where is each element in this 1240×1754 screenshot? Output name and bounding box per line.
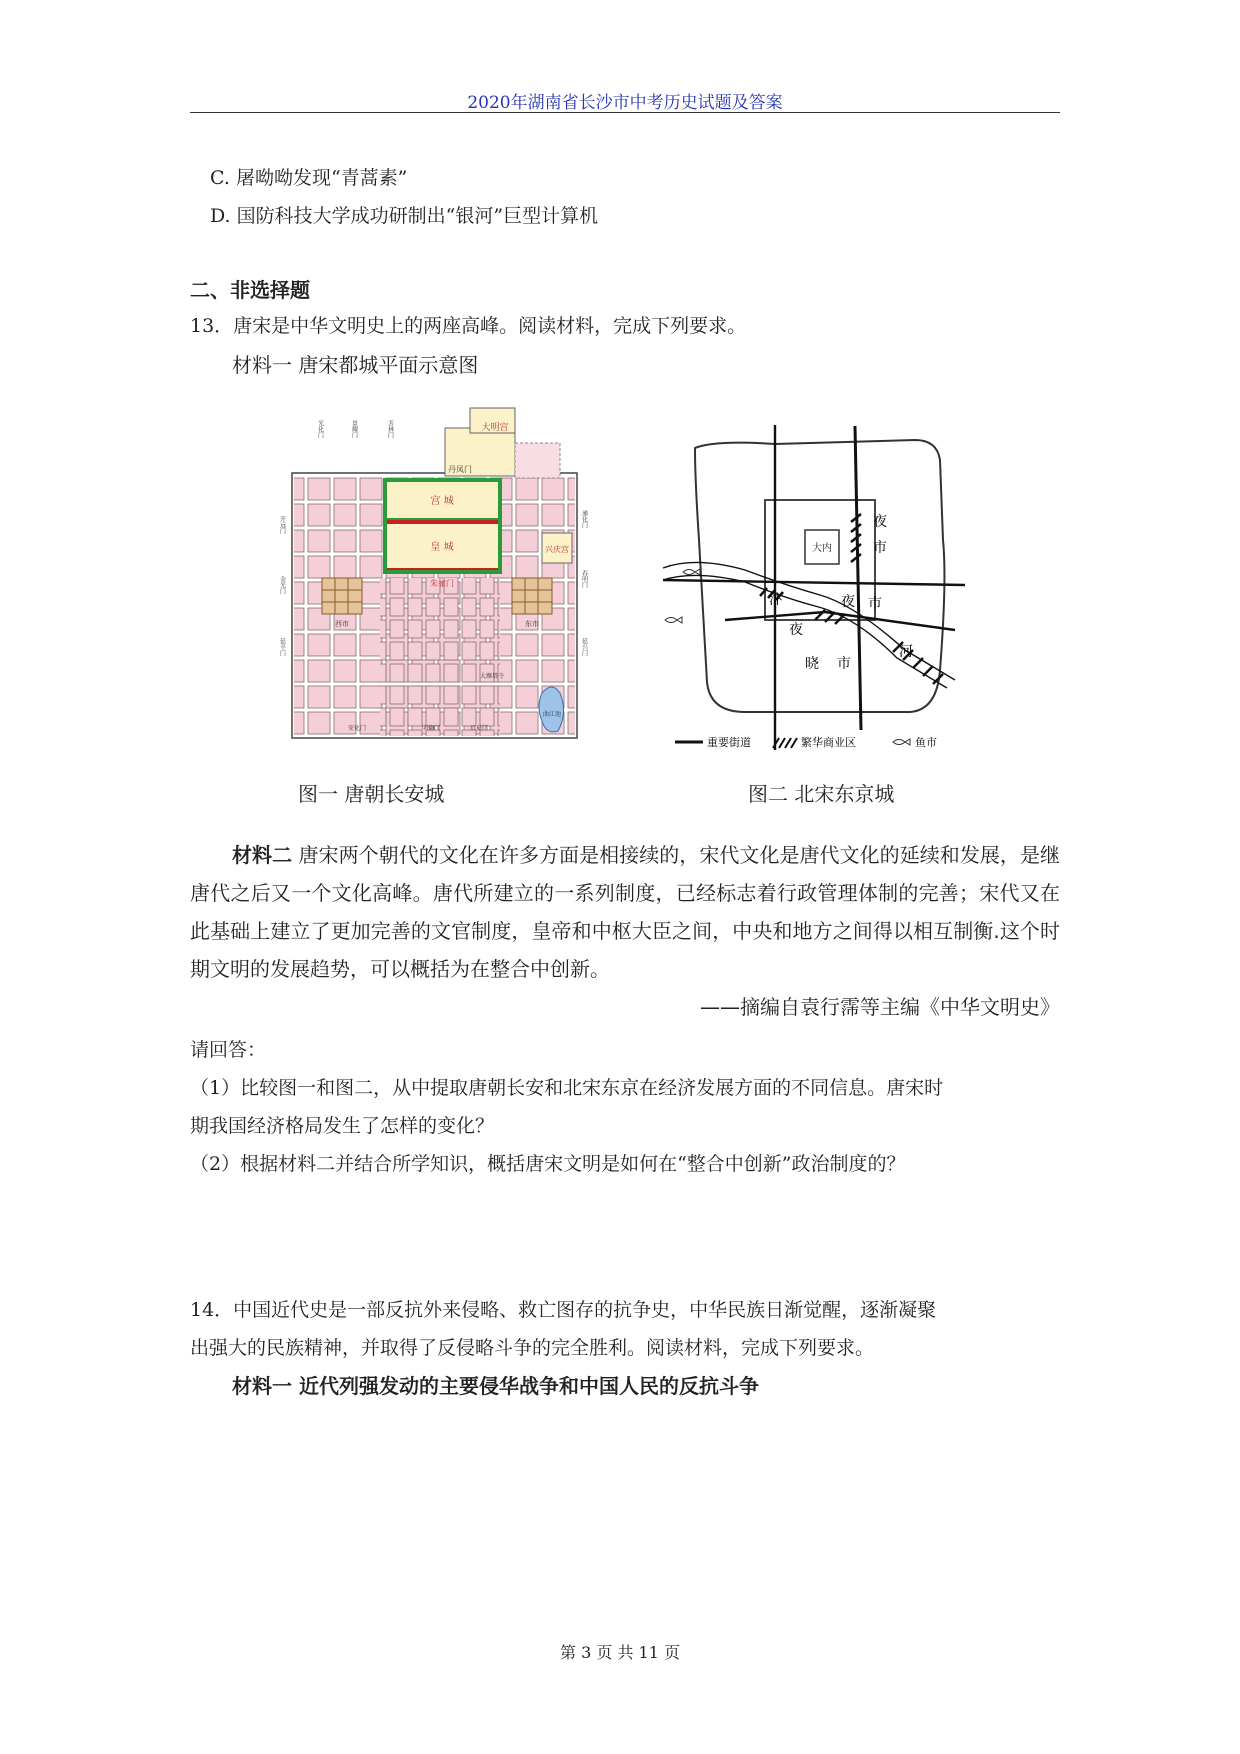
label-he: 河 [899, 644, 913, 660]
label-danfengmen: 丹凤门 [448, 465, 472, 474]
document-header: 2020年湖南省长沙市中考历史试题及答案 [467, 93, 783, 113]
option-d: D. 国防科技大学成功研制出“银河”巨型计算机 [210, 205, 599, 227]
page-number: 第 3 页 共 11 页 [560, 1643, 680, 1662]
q13-sub1-line1: （1）比较图一和图二，从中提取唐朝长安和北宋东京在经济发展方面的不同信息。唐宋时 [190, 1077, 944, 1099]
material2-lead: 材料二 [232, 843, 293, 867]
material2-source: ——摘编自袁行霈等主编《中华文明史》 [700, 995, 1060, 1019]
label-yanpingmen: 延平门 [278, 638, 286, 656]
label-huangcheng: 皇 城 [430, 542, 454, 553]
section-title: 二、非选择题 [190, 278, 310, 302]
q13-material1-title: 材料一 唐宋都城平面示意图 [232, 353, 479, 377]
label-yanxingmen: 延兴门 [580, 638, 588, 656]
label-xiao: 晓 [805, 656, 819, 672]
label-anhuamen: 安化门 [348, 725, 367, 732]
label-jingyaomen: 景耀门 [350, 420, 358, 438]
label-dayansi: 大雁塔寺 [480, 673, 505, 680]
q13-prompt: 请回答： [190, 1039, 267, 1061]
label-ye-3: 夜 [789, 622, 803, 638]
label-shi-1: 市 [873, 540, 887, 556]
q14-stem-line2: 出强大的民族精神，并取得了反侵略斗争的完全胜利。阅读材料，完成下列要求。 [190, 1337, 875, 1359]
label-dongshi: 东市 [525, 620, 539, 628]
label-zhuquemen: 朱雀门 [430, 579, 454, 588]
map2-caption: 图二 北宋东京城 [748, 782, 895, 806]
material2-body: 唐宋两个朝代的文化在许多方面是相接续的，宋代文化是唐代文化的延续和发展，是继唐代之后又一个文化高峰。唐代所建立的一系列制度，已经标志着行政管理体制的完善；宋代又在此基础上建立了更加完善的文官制度，皇帝和中枢大臣之间，中央和地方之间得以相互制衡.这个时期文明的发展趋势，可以概括为在整合中创新。 [190, 843, 1061, 981]
label-jinguangmen: 金光门 [278, 576, 286, 594]
label-ye-1: 夜 [873, 514, 887, 530]
legend-commerce: 繁华商业区 [801, 736, 856, 749]
map-tang-changan [280, 398, 600, 753]
legend-street: 重要街道 [707, 736, 751, 749]
label-xishi: 西市 [335, 620, 349, 628]
label-qujiang: 曲江池 [542, 711, 562, 718]
label-kaiyuanmen: 开远门 [278, 516, 286, 534]
option-c: C. 屠呦呦发现“青蒿素” [210, 167, 408, 189]
q13-sub2: （2）根据材料二并结合所学知识，概括唐宋文明是如何在“整合中创新”政治制度的？ [190, 1153, 906, 1175]
label-ye-2: 夜 [841, 594, 855, 610]
label-shi-2: 市 [868, 596, 882, 612]
material2-paragraph [190, 836, 1060, 988]
label-guanghuamen: 光化门 [316, 420, 324, 438]
label-shi-3: 市 [837, 656, 851, 672]
label-danei: 大内 [812, 543, 832, 554]
q14-material1-text: 材料一 近代列强发动的主要侵华战争和中国人民的反抗斗争 [232, 1374, 759, 1398]
label-xingqinggong: 兴庆宫 [545, 545, 569, 554]
map1-caption: 图一 唐朝长安城 [298, 782, 445, 806]
label-tonghuamen: 通化门 [580, 510, 588, 528]
q14-material1-title [232, 1373, 759, 1399]
q13-sub1-line2: 期我国经济格局发生了怎样的变化？ [190, 1115, 495, 1137]
header-divider [190, 112, 1060, 113]
map-song-dongjing [655, 420, 975, 755]
label-daminggong: 大明宫 [481, 423, 509, 433]
label-gongcheng: 宫 城 [430, 496, 454, 507]
q14-stem-line1: 14．中国近代史是一部反抗外来侵略、救亡图存的抗争史，中华民族日渐觉醒，逐渐凝聚 [190, 1299, 937, 1321]
label-qixiamen: 启夏门 [470, 725, 489, 732]
legend-fishmarket: 鱼市 [915, 736, 937, 749]
label-fanglinmen: 芳林门 [386, 420, 394, 438]
label-chunmingmen: 春明门 [580, 570, 588, 588]
label-bian: 汴 [769, 592, 783, 608]
label-mingdemen: 明德门 [422, 725, 441, 732]
q13-stem: 13．唐宋是中华文明史上的两座高峰。阅读材料，完成下列要求。 [190, 315, 747, 337]
